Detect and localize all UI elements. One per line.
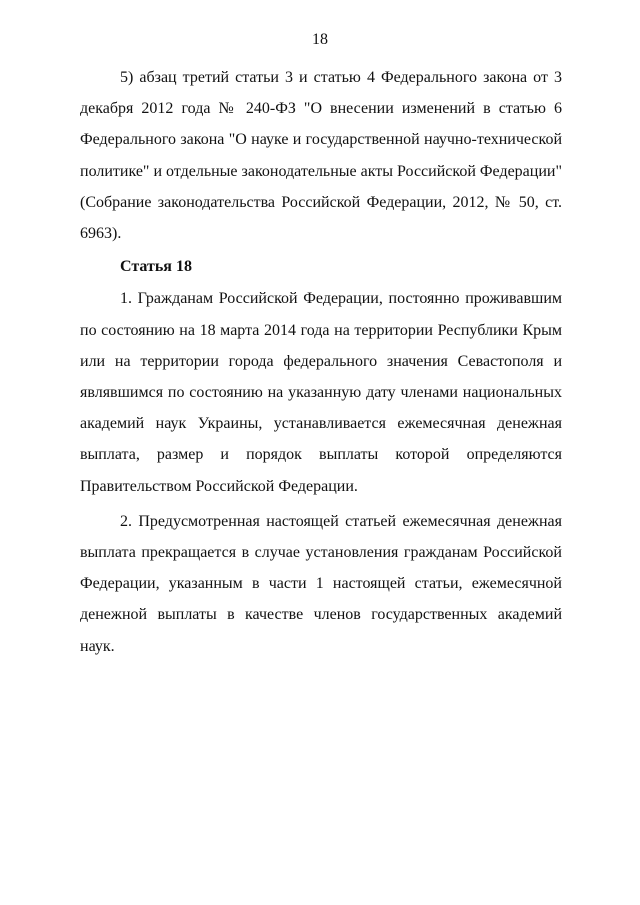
- article-18-part-2: 2. Предусмотренная настоящей статьей ежемесячная денежная выплата прекращается в случае установления гражданам Российской Федерации, указанным в части 1 настоящей статьи, ежемесячной денежной выплаты в качестве членов государственных академий наук.: [80, 512, 562, 655]
- page-number: 18: [312, 31, 328, 48]
- paragraph-item-5: 5) абзац третий статьи 3 и статью 4 Федерального закона от 3 декабря 2012 года № 240-ФЗ "О внесении изменений в статью 6 Федерального закона "О науке и государственной научно-технической политике" и отдельные законодательные акты Российской Федерации" (Собрание законодательства Российской Федерации, 2012, № 50, ст. 6963).: [80, 69, 562, 243]
- article-18-heading: Статья 18: [120, 258, 192, 276]
- document-body: [80, 62, 562, 662]
- article-18-part-1: 1. Гражданам Российской Федерации, постоянно проживавшим по состоянию на 18 марта 2014 года на территории Республики Крым или на территории города федерального значения Севастополя и являвшимся по состоянию на указанную дату членами национальных академий наук Украины, устанавливается ежемесячная денежная выплата, размер и порядок выплаты которой определяются Правительством Российской Федерации.: [80, 290, 562, 495]
